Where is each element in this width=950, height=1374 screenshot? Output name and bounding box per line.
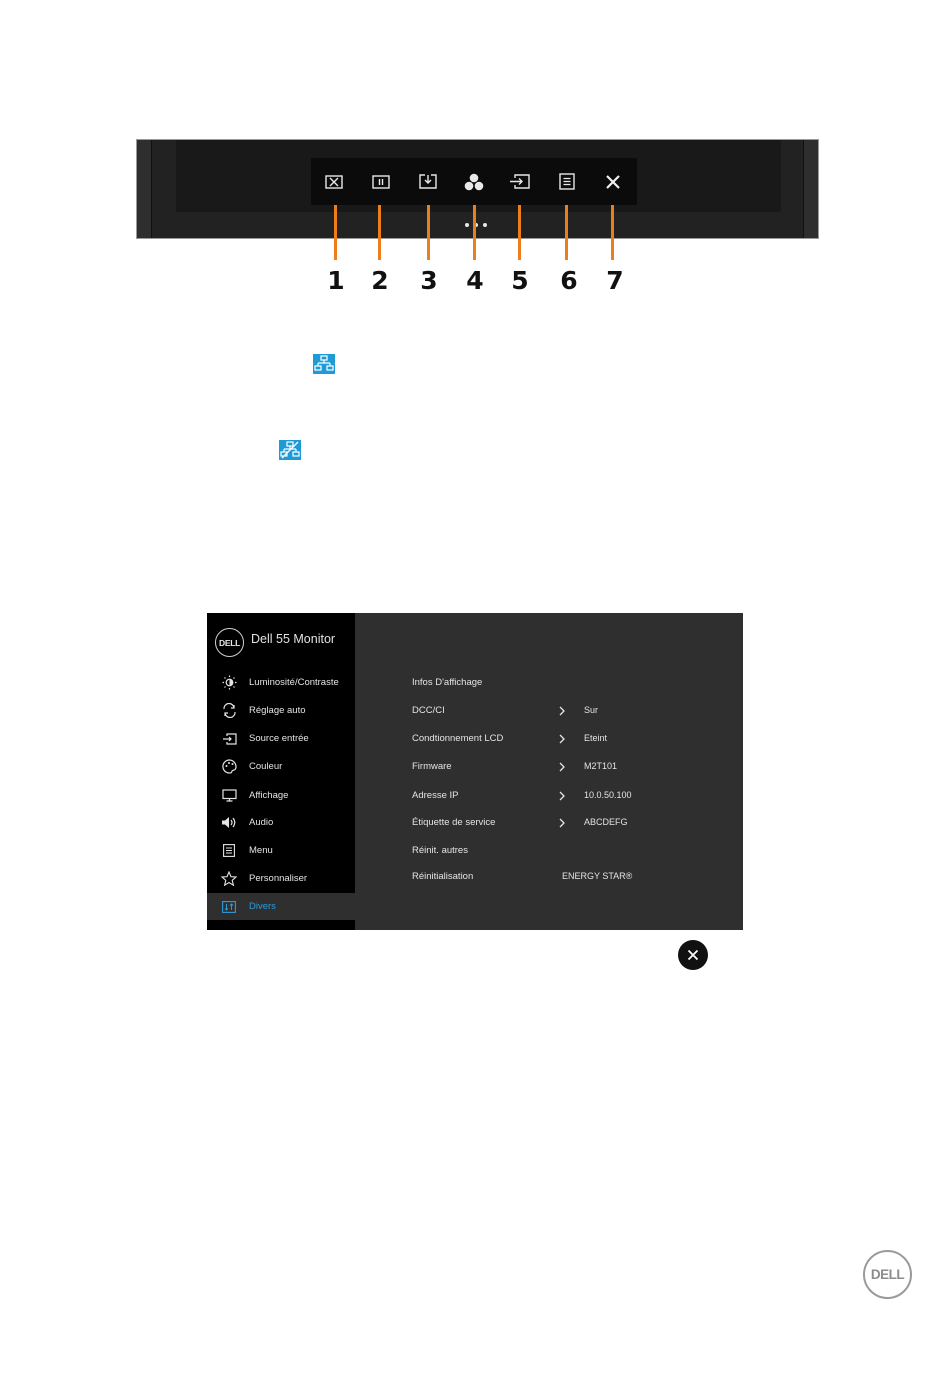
- osd-row-ip-address[interactable]: Adresse IP: [412, 790, 459, 801]
- chevron-right-icon: [559, 734, 565, 744]
- osd-row-display-info[interactable]: Infos D'affichage: [412, 677, 483, 688]
- callout-number: 1: [327, 266, 345, 295]
- callout-line: [378, 205, 381, 260]
- network-disconnected-icon: [279, 440, 301, 460]
- callout-line: [611, 205, 614, 260]
- brightness-icon: [221, 675, 237, 691]
- sidebar-item-display[interactable]: [207, 782, 355, 809]
- osd-value: ENERGY STAR®: [562, 871, 633, 881]
- osd-row-ddcci[interactable]: DCC/CI: [412, 705, 445, 716]
- osd-menu: [207, 613, 743, 930]
- osd-value: ABCDEFG: [584, 817, 628, 827]
- color-circles-icon[interactable]: [451, 158, 497, 205]
- menu-icon: [221, 843, 237, 859]
- close-button[interactable]: [678, 940, 708, 970]
- sidebar-item-label: Affichage: [249, 790, 289, 801]
- sidebar-item-input-source[interactable]: [207, 725, 355, 752]
- speaker-icon: [221, 815, 237, 831]
- chevron-right-icon: [559, 818, 565, 828]
- sidebar-item-menu[interactable]: [207, 837, 355, 864]
- misc-icon: [221, 899, 237, 915]
- chevron-right-icon: [559, 762, 565, 772]
- callout-number: 3: [420, 266, 438, 295]
- callout-number: 5: [511, 266, 529, 295]
- sidebar-item-auto-adjust[interactable]: [207, 697, 355, 724]
- auto-adjust-icon: [221, 703, 237, 719]
- osd-row-firmware[interactable]: Firmware: [412, 761, 452, 772]
- callout-number: 4: [466, 266, 484, 295]
- osd-row-reset[interactable]: Réinitialisation: [412, 871, 474, 882]
- chevron-right-icon: [559, 791, 565, 801]
- osd-sidebar: [207, 613, 355, 930]
- star-icon: [221, 871, 237, 887]
- callout-line: [427, 205, 430, 260]
- sidebar-item-label: Audio: [249, 817, 274, 828]
- osd-value: M2T101: [584, 761, 618, 771]
- pause-box-icon[interactable]: [358, 158, 404, 205]
- callout-line: [334, 205, 337, 260]
- osd-title: Dell 55 Monitor: [251, 632, 336, 646]
- menu-list-icon[interactable]: [544, 158, 590, 205]
- dell-logo: DELL: [215, 628, 244, 657]
- chevron-right-icon: [559, 706, 565, 716]
- download-box-icon[interactable]: [405, 158, 451, 205]
- sidebar-item-label: Personnaliser: [249, 873, 308, 884]
- callout-number: 7: [606, 266, 624, 295]
- close-box-icon[interactable]: [311, 158, 357, 205]
- osd-row-lcd-conditioning[interactable]: Condtionnement LCD: [412, 733, 504, 744]
- close-x-icon[interactable]: [590, 158, 636, 205]
- sidebar-item-label: Menu: [249, 845, 273, 856]
- sidebar-item-label: Divers: [249, 901, 276, 912]
- callout-line: [518, 205, 521, 260]
- osd-row-service-tag[interactable]: Étiquette de service: [412, 817, 496, 828]
- input-source-icon: [221, 731, 237, 747]
- touch-toolbar: [311, 158, 637, 205]
- osd-value: Eteint: [584, 733, 608, 743]
- page-dots: [465, 214, 492, 232]
- callout-line: [473, 205, 476, 260]
- callout-number: 2: [371, 266, 389, 295]
- sidebar-item-audio[interactable]: [207, 809, 355, 836]
- dell-logo: DELL: [863, 1250, 912, 1299]
- sidebar-item-personalize[interactable]: [207, 865, 355, 892]
- callout-number: 6: [560, 266, 578, 295]
- sidebar-item-brightness-contrast[interactable]: [207, 669, 355, 696]
- sidebar-item-label: Source entrée: [249, 733, 309, 744]
- sidebar-item-label: Réglage auto: [249, 705, 306, 716]
- display-icon: [221, 788, 237, 804]
- sidebar-item-color[interactable]: [207, 753, 355, 780]
- callout-line: [565, 205, 568, 260]
- osd-value: 10.0.50.100: [584, 790, 632, 800]
- sidebar-item-misc[interactable]: [207, 893, 355, 920]
- input-source-icon[interactable]: [497, 158, 543, 205]
- sidebar-item-label: Couleur: [249, 761, 283, 772]
- palette-icon: [221, 759, 237, 775]
- osd-value: Sur: [584, 705, 599, 715]
- close-icon: [687, 949, 699, 961]
- osd-row-reset-others[interactable]: Réinit. autres: [412, 845, 468, 856]
- network-connected-icon: [313, 354, 335, 374]
- sidebar-item-label: Luminosité/Contraste: [249, 677, 339, 688]
